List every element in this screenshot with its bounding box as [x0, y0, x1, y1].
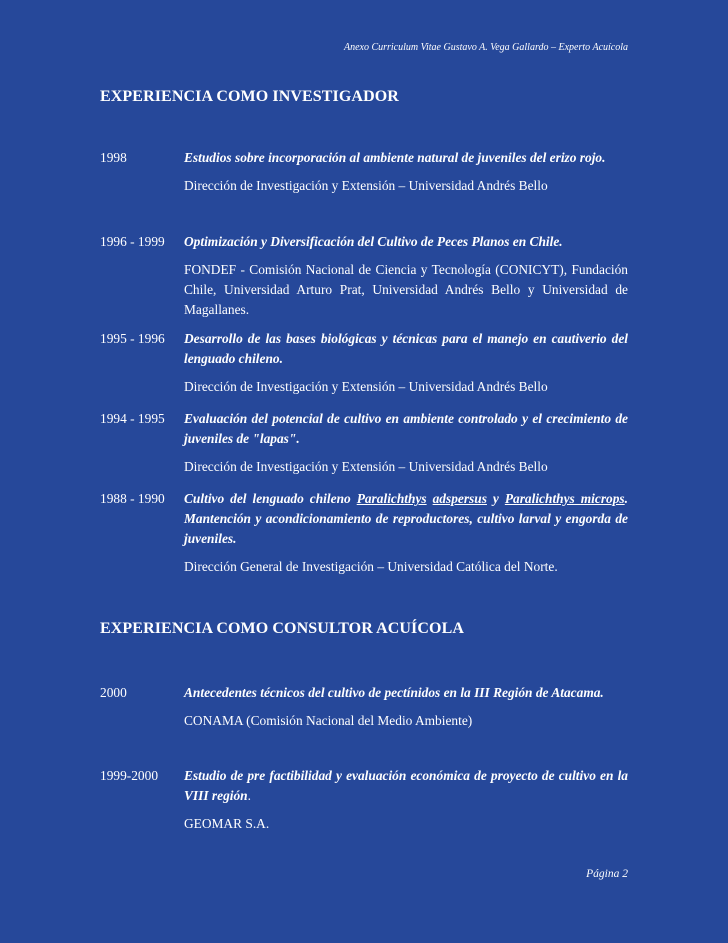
- entry-title: Desarrollo de las bases biológicas y técnicas para el manejo en cautiverio del lenguado chileno.: [184, 331, 628, 366]
- entry-title: Estudios sobre incorporación al ambiente natural de juveniles del erizo rojo.: [184, 150, 606, 165]
- list-item: [100, 409, 628, 477]
- entry-year: 1999-2000: [100, 768, 159, 783]
- list-item: [100, 489, 628, 577]
- entry-organization: GEOMAR S.A.: [184, 816, 270, 831]
- entry-title: Cultivo del lenguado chileno Paralichthys adspersus y Paralichthys microps. Mantención y acondicionamiento de reproductores, cultivo larval y engorda de juveniles.: [184, 491, 628, 546]
- list-item: [100, 329, 628, 397]
- entry-title: Optimización y Diversificación del Cultivo de Peces Planos en Chile.: [184, 234, 563, 249]
- section-title-consultor: EXPERIENCIA COMO CONSULTOR ACUÍCOLA: [100, 620, 465, 637]
- list-item: [100, 683, 628, 731]
- page-header: Anexo Curriculum Vitae Gustavo A. Vega Gallardo – Experto Acuícola: [343, 42, 628, 53]
- entry-year: 2000: [100, 685, 127, 700]
- page-number: Página 2: [586, 868, 628, 880]
- entry-organization: Dirección de Investigación y Extensión – Universidad Andrés Bello: [184, 459, 548, 474]
- entry-year: 1998: [100, 150, 127, 165]
- entry-year: 1988 - 1990: [100, 491, 165, 506]
- entry-title: Evaluación del potencial de cultivo en ambiente controlado y el crecimiento de juveniles de "lapas".: [184, 411, 628, 446]
- species-name: Paralichthys: [356, 491, 427, 506]
- entry-year: 1996 - 1999: [100, 234, 165, 249]
- entry-organization: CONAMA (Comisión Nacional del Medio Ambiente): [184, 713, 473, 728]
- species-name: Paralichthys microps: [504, 491, 625, 506]
- entry-title: Estudio de pre factibilidad y evaluación económica de proyecto de cultivo en la VIII región.: [184, 768, 628, 803]
- list-item: [100, 148, 628, 196]
- entry-title: Antecedentes técnicos del cultivo de pectínidos en la III Región de Atacama.: [184, 685, 604, 700]
- entry-organization: Dirección de Investigación y Extensión – Universidad Andrés Bello: [184, 178, 548, 193]
- species-name: adspersus: [432, 491, 487, 506]
- entry-year: 1994 - 1995: [100, 411, 165, 426]
- entry-organization: Dirección General de Investigación – Universidad Católica del Norte.: [184, 559, 558, 574]
- entry-year: 1995 - 1996: [100, 331, 165, 346]
- entry-organization: Dirección de Investigación y Extensión – Universidad Andrés Bello: [184, 379, 548, 394]
- list-item: [100, 766, 628, 834]
- section-title-investigador: EXPERIENCIA COMO INVESTIGADOR: [100, 88, 399, 105]
- entry-organization: FONDEF - Comisión Nacional de Ciencia y Tecnología (CONICYT), Fundación Chile, Universidad Arturo Prat, Universidad Andrés Bello y Universidad de Magallanes.: [184, 262, 628, 317]
- list-item: [100, 232, 628, 320]
